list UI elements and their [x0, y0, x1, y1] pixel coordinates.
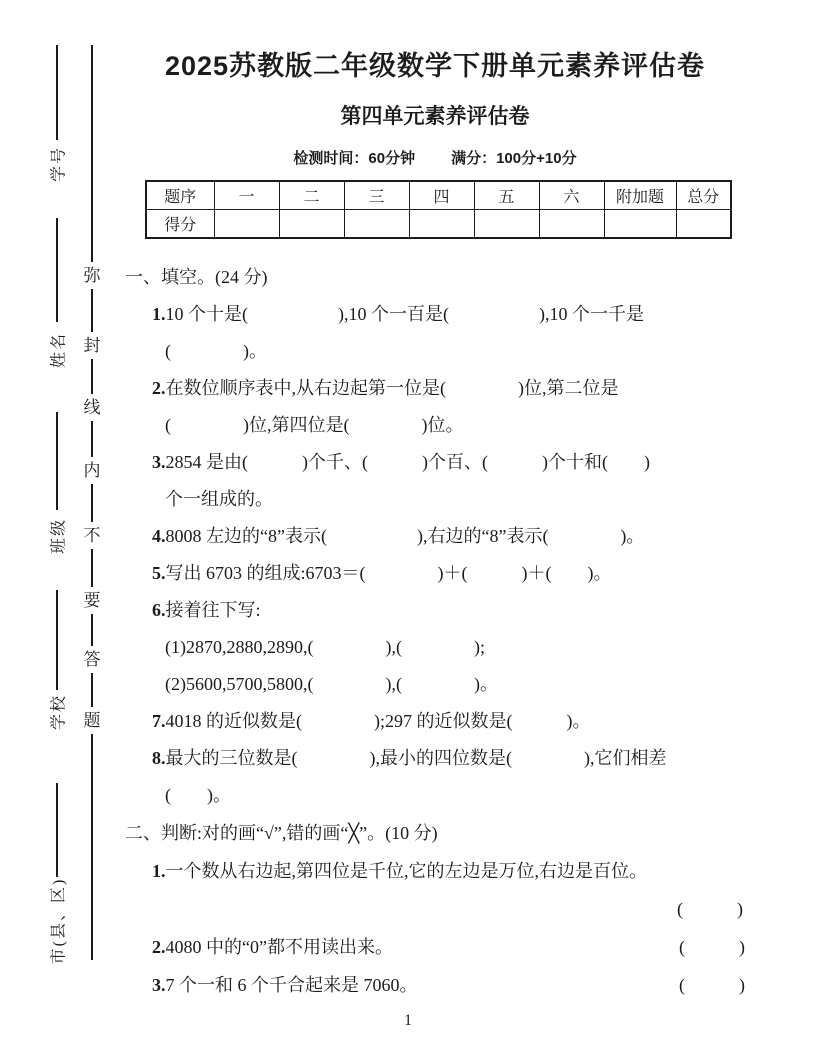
binding-sidebar — [0, 0, 120, 1056]
seal-text-char: 要 — [84, 587, 101, 614]
score-table-col-3: 三 — [344, 181, 409, 210]
score-table-col-bonus: 附加题 — [604, 181, 676, 210]
name-fill-line — [56, 218, 58, 322]
question-text: 一个数从右边起,第四位是千位,它的左边是万位,右边是百位。 — [165, 860, 647, 881]
fill-q3-line1 — [125, 444, 745, 481]
seal-text-char: 内 — [84, 457, 101, 484]
score-table-col-6: 六 — [539, 181, 604, 210]
question-number: 3. — [152, 974, 166, 995]
score-cell — [474, 209, 539, 238]
score-table-col-5: 五 — [474, 181, 539, 210]
question-text: 2854 是由( )个千、( )个百、( )个十和( ) — [165, 451, 650, 472]
question-text: 7 个一和 6 个千合起来是 7060。 — [165, 974, 418, 995]
question-text: 最大的三位数是( ),最小的四位数是( ),它们相差 — [165, 747, 667, 768]
field-label-school: 学校 — [50, 693, 68, 731]
section-fill-blanks — [125, 259, 745, 814]
score-cell — [214, 209, 279, 238]
judge-q2-text — [152, 928, 393, 966]
score-table-score-row — [146, 209, 731, 238]
section-2-heading: 二、判断:对的画“√”,错的画“╳”。(10 分) — [125, 822, 438, 843]
fill-q3-line2: 个一组成的。 — [165, 488, 273, 509]
judge-q3-text — [152, 966, 418, 1004]
score-cell — [604, 209, 676, 238]
fill-q8-line2: ( )。 — [165, 784, 231, 805]
fill-q2-line1 — [125, 370, 745, 407]
fill-q6-line1 — [125, 592, 745, 629]
unit-subtitle: 第四单元素养评估卷 — [340, 105, 530, 129]
question-number: 2. — [152, 936, 166, 957]
question-text: 10 个十是( ),10 个一百是( ),10 个一千是 — [165, 303, 644, 324]
score-cell — [539, 209, 604, 238]
exam-info-row — [125, 150, 745, 168]
fill-q1-line1 — [125, 296, 745, 333]
question-number: 2. — [152, 377, 166, 398]
question-text: 4018 的近似数是( );297 的近似数是( )。 — [165, 710, 591, 731]
seal-boundary-line — [91, 45, 93, 960]
section-1-heading: 一、填空。(24 分) — [125, 266, 268, 287]
score-cell — [279, 209, 344, 238]
question-number: 1. — [152, 303, 166, 324]
question-text: 8008 左边的“8”表示( ),右边的“8”表示( )。 — [165, 525, 645, 546]
judge-q1-answer-bracket: ( ) — [677, 898, 743, 919]
field-label-class: 班级 — [50, 517, 68, 555]
exam-body — [125, 0, 745, 1004]
question-number: 4. — [152, 525, 166, 546]
fill-q2-line2: ( )位,第四位是( )位。 — [165, 414, 464, 435]
page-number: 1 — [404, 1012, 412, 1029]
question-number: 7. — [152, 710, 166, 731]
fill-q4-line1 — [125, 518, 745, 555]
score-cell — [676, 209, 731, 238]
exam-title: 2025苏教版二年级数学下册单元素养评估卷 — [164, 51, 706, 81]
judge-q1-text — [125, 852, 745, 890]
fill-q8-line1 — [125, 740, 745, 777]
question-number: 8. — [152, 747, 166, 768]
section-true-false — [125, 814, 745, 1004]
score-cell — [409, 209, 474, 238]
score-table-col-2: 二 — [279, 181, 344, 210]
class-fill-line — [56, 412, 58, 510]
seal-text-char: 题 — [84, 707, 101, 734]
seal-text-char: 不 — [84, 522, 101, 549]
question-number: 3. — [152, 451, 166, 472]
seal-text-char: 答 — [84, 646, 101, 673]
seal-text-char: 线 — [84, 394, 101, 421]
school-fill-line — [56, 590, 58, 690]
question-number: 1. — [152, 860, 166, 881]
question-text: 接着往下写: — [165, 599, 261, 620]
field-label-name: 姓名 — [50, 331, 68, 369]
score-table-col-total: 总分 — [676, 181, 731, 210]
fill-q1-line2: ( )。 — [165, 340, 267, 361]
fill-q6-item2: (2)5600,5700,5800,( ),( )。 — [165, 673, 498, 694]
score-row-label: 得分 — [146, 209, 214, 238]
judge-q3-answer-bracket: ( ) — [679, 974, 745, 995]
question-number: 5. — [152, 562, 166, 583]
question-text: 在数位顺序表中,从右边起第一位是( )位,第二位是 — [165, 377, 619, 398]
field-label-student-number: 学号 — [50, 145, 68, 183]
score-table-col-4: 四 — [409, 181, 474, 210]
score-table-col-label: 题序 — [146, 181, 214, 210]
score-cell — [344, 209, 409, 238]
field-label-district: 市(县、区) — [50, 877, 68, 965]
score-table — [145, 180, 732, 239]
district-fill-line — [56, 783, 58, 877]
full-score: 满分：100分+10分 — [451, 149, 577, 167]
seal-text-char: 封 — [84, 332, 101, 359]
seal-text-char: 弥 — [84, 262, 101, 289]
test-duration: 检测时间：60分钟 — [293, 149, 416, 167]
fill-q5-line1 — [125, 555, 745, 592]
score-table-col-1: 一 — [214, 181, 279, 210]
question-text: 4080 中的“0”都不用读出来。 — [165, 936, 393, 957]
score-table-header-row — [146, 181, 731, 210]
question-text: 写出 6703 的组成:6703＝( )＋( )＋( )。 — [165, 562, 612, 583]
student-number-fill-line — [56, 45, 58, 140]
judge-q3-row — [125, 966, 745, 1004]
question-number: 6. — [152, 599, 166, 620]
judge-q2-row — [125, 928, 745, 966]
fill-q6-item1: (1)2870,2880,2890,( ),( ); — [165, 636, 485, 657]
judge-q2-answer-bracket: ( ) — [679, 936, 745, 957]
fill-q7-line1 — [125, 703, 745, 740]
